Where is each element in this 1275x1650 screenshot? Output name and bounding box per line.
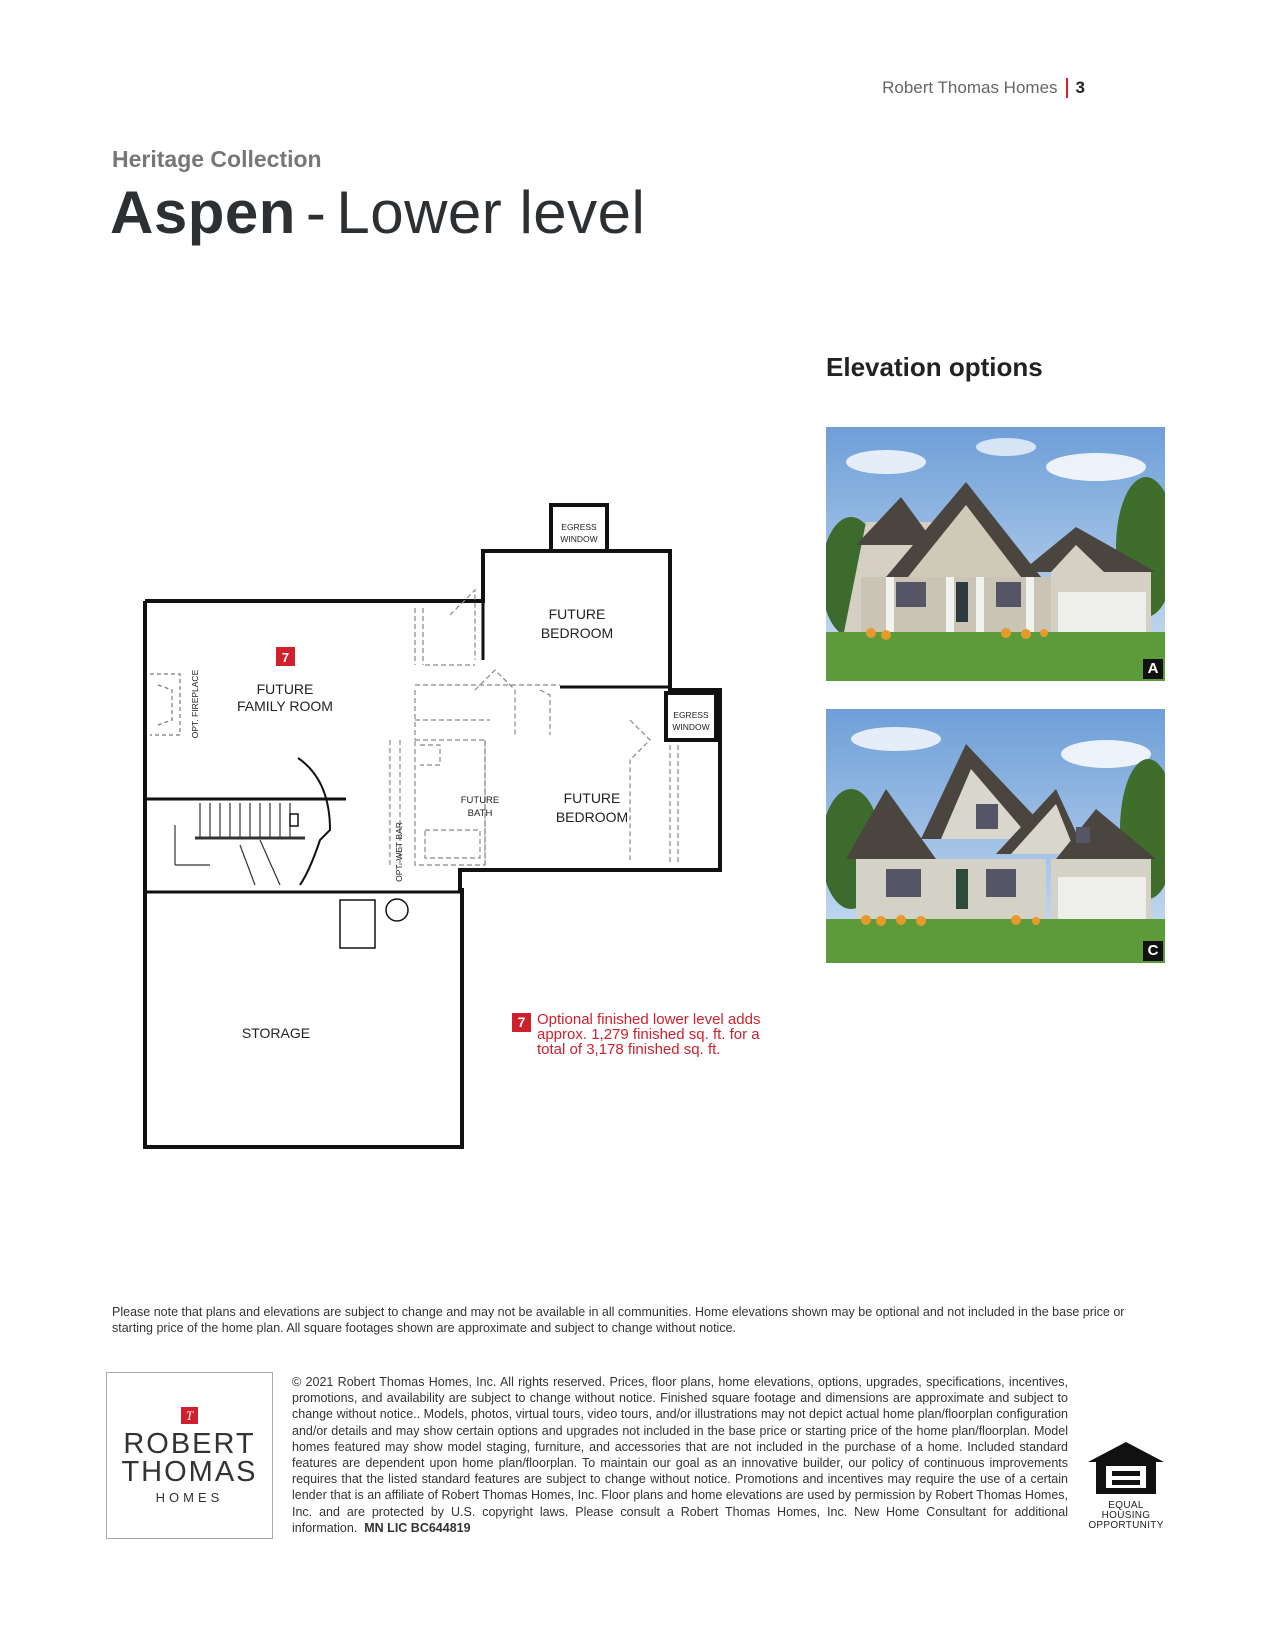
logo-mark-icon: T	[181, 1407, 198, 1424]
title-separator: -	[305, 179, 327, 246]
option-note-text: Optional finished lower level adds approx. 1,279 finished sq. ft. for a total of 3,178 finished sq. ft.	[537, 1011, 761, 1058]
fireplace-outline	[150, 674, 180, 735]
room-label-storage: STORAGE	[241, 1025, 311, 1041]
page-title	[110, 178, 645, 247]
svg-text:7: 7	[281, 650, 290, 665]
svg-text:WINDOW: WINDOW	[672, 722, 710, 732]
option-note-badge: 7	[512, 1013, 531, 1032]
elevation-label-c: C	[1143, 941, 1163, 961]
svg-text:FAMILY ROOM: FAMILY ROOM	[237, 698, 333, 714]
floor-plan	[130, 490, 730, 1170]
page-header	[882, 78, 1085, 98]
page-number: 3	[1075, 78, 1085, 97]
level-name: Lower level	[336, 179, 646, 246]
header-divider	[1066, 78, 1068, 98]
staircase	[175, 803, 305, 885]
opt-fireplace-label: OPT. FIREPLACE	[190, 669, 200, 739]
brand-name: Robert Thomas Homes	[882, 78, 1058, 97]
logo-line-2: THOMAS	[121, 1455, 258, 1488]
equal-housing-logo	[1085, 1440, 1167, 1531]
furnace-icon	[340, 900, 375, 948]
svg-text:BEDROOM: BEDROOM	[540, 625, 614, 641]
svg-text:WINDOW: WINDOW	[560, 534, 598, 544]
plan-name: Aspen	[110, 179, 296, 246]
room-label-future-bedroom-2: FUTURE	[563, 790, 621, 806]
collection-name: Heritage Collection	[112, 146, 322, 172]
elevation-image-a	[826, 427, 1165, 681]
electrical-panel-icon	[290, 814, 298, 826]
elevation-label-a: A	[1143, 659, 1163, 679]
equal-housing-line-2: OPPORTUNITY	[1088, 1520, 1164, 1531]
room-label-family-room: FUTURE	[256, 681, 314, 697]
option-note	[512, 1012, 782, 1057]
opt-wet-bar-label: OPT. WET BAR	[394, 822, 404, 882]
svg-text:BEDROOM: BEDROOM	[555, 809, 629, 825]
disclaimer-text: Please note that plans and elevations are subject to change and may not be available in all communities. Home elevations shown may be optional and not included in the base price or starting price of the home plan. All square footages shown are approximate and subject to change without notice.	[112, 1305, 1125, 1335]
room-label-future-bath: FUTURE	[460, 795, 500, 806]
water-heater-icon	[386, 899, 408, 921]
elevation-options-heading: Elevation options	[826, 352, 1043, 382]
room-label-future-bedroom-1: FUTURE	[548, 606, 606, 622]
license-number: MN LIC BC644819	[364, 1520, 471, 1535]
svg-text:BATH: BATH	[467, 808, 493, 819]
egress-window-label-right: EGRESS	[673, 710, 709, 720]
logo-line-3: HOMES	[155, 1489, 224, 1505]
legal-text	[292, 1374, 1068, 1536]
elevation-image-c	[826, 709, 1165, 963]
stair-door-swing	[298, 758, 330, 885]
equal-housing-house-icon	[1086, 1440, 1166, 1496]
egress-window-label-top: EGRESS	[561, 522, 597, 532]
legal-body: © 2021 Robert Thomas Homes, Inc. All rights reserved. Prices, floor plans, home elevations, options, upgrades, specifications, incentives, promotions, and availability are subject to change without notice. Finished square footage and dimensions are approximate and subject to change without notice.. Models, photos, virtual tours, video tours, and/or illustrations may not depict actual home plan/floorplan configuration and/or details and may show certain options and upgrades not included in the base price or starting price of the home plan/floorplan. Model homes featured may show model staging, furniture, and accessories that are not included in the purchase of a home. Included standard features are dependent upon home plan/floorplan. To maintain our goal as an innovative builder, our policy of continuous improvements requires that the listed standard features are subject to change without notice. Promotions and incentives may require the use of a certain lender that is an affiliate of Robert Thomas Homes, Inc. Floor plans and home elevations are used by permission by Robert Thomas Homes, Inc. and are protected by U.S. copyright laws. Please consult a Robert Thomas Homes, Inc. New Home Consultant for additional information.	[292, 1375, 1068, 1535]
equal-housing-line-1: EQUAL HOUSING	[1101, 1500, 1151, 1521]
logo-line-1: ROBERT	[123, 1427, 256, 1460]
company-logo	[106, 1372, 273, 1539]
